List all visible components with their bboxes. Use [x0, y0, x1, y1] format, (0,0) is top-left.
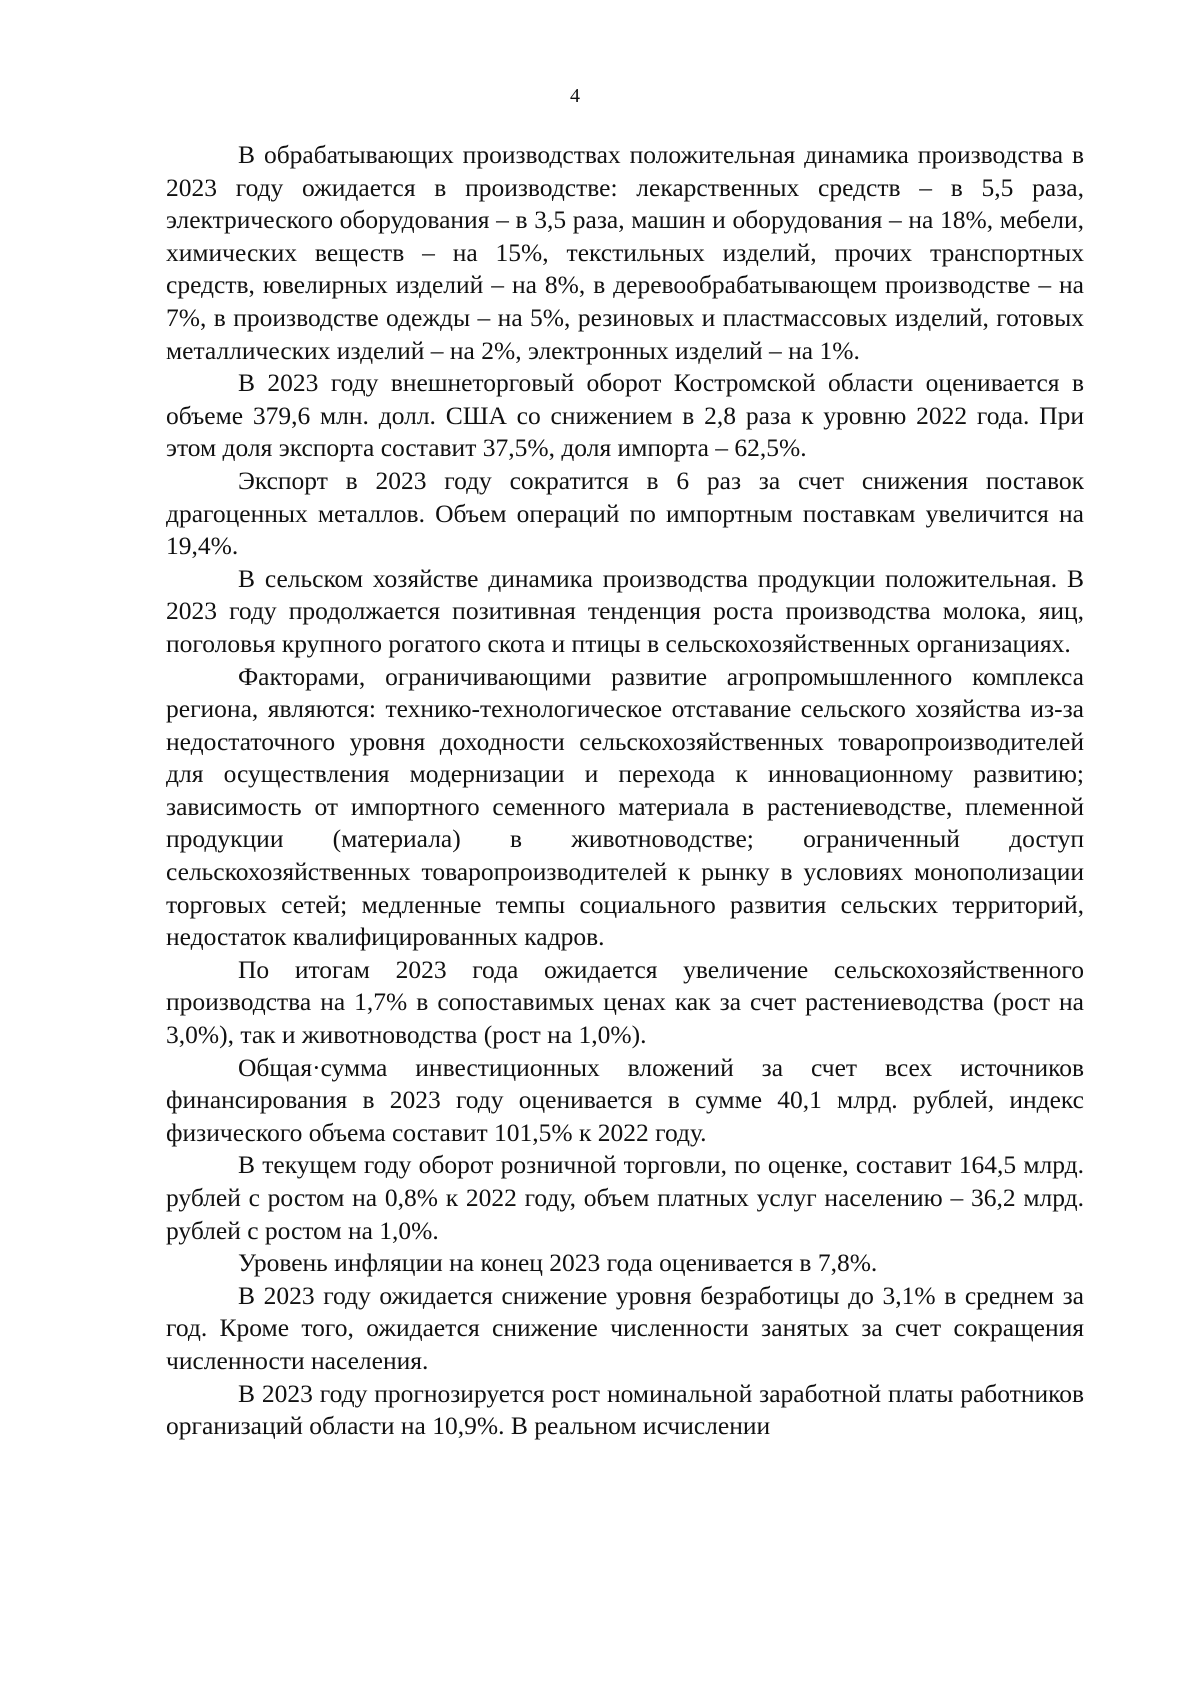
- paragraph-agro-results: По итогам 2023 года ожидается увеличение сельскохозяйственного производства на 1,7% в сопоставимых ценах как за счет растениеводства (рост на 3,0%), так и животноводства (рост на 1,0%).: [166, 954, 1084, 1050]
- paragraph-investments: Общая·сумма инвестиционных вложений за счет всех источников финансирования в 2023 году оценивается в сумме 40,1 млрд. рублей, индекс физического объема составит 101,5% к 2022 году.: [166, 1052, 1084, 1147]
- paragraph-manufacturing: В обрабатывающих производствах положительная динамика производства в 2023 году ожидается в производстве: лекарственных средств – в 5,5 раза, электрического оборудования – в 3,5 раза, машин и оборудования – на 18%, мебели, химических веществ – на 15%, текстильных изделий, прочих транспортных средств, ювелирных изделий – на 8%, в деревообрабатывающем производстве – на 7%, в производстве одежды – на 5%, резиновых и пластмассовых изделий, готовых металлических изделий – на 2%, электронных изделий – на 1%.: [166, 140, 1084, 365]
- paragraph-export: Экспорт в 2023 году сократится в 6 раз за счет снижения поставок драгоценных металлов. Объем операций по импортным поставкам увеличится на 19,4%.: [166, 465, 1084, 561]
- paragraph-retail: В текущем году оборот розничной торговли, по оценке, составит 164,5 млрд. рублей с ростом на 0,8% к 2022 году, объем платных услуг населению – 36,2 млрд. рублей с ростом на 1,0%.: [166, 1150, 1084, 1245]
- paragraph-inflation: Уровень инфляции на конец 2023 года оценивается в 7,8%.: [238, 1248, 878, 1278]
- paragraph-agriculture: В сельском хозяйстве динамика производства продукции положительная. В 2023 году продолжается позитивная тенденция роста производства молока, яиц, поголовья крупного рогатого скота и птицы в сельскохозяйственных организациях.: [166, 563, 1084, 658]
- paragraph-agro-factors: Факторами, ограничивающими развитие агропромышленного комплекса региона, являются: технико-технологическое отставание сельского хозяйства из-за недостаточного уровня доходности сельскохозяйственных товаропроизводителей для осуществления модернизации и перехода к инновационному развитию; зависимость от импортного семенного материала в растениеводстве, племенной продукции (материала) в животноводстве; ограниченный доступ сельскохозяйственных товаропроизводителей к рынку в условиях монополизации торговых сетей; медленные темпы социального развития сельских территорий, недостаток квалифицированных кадров.: [166, 661, 1084, 952]
- paragraph-unemployment: В 2023 году ожидается снижение уровня безработицы до 3,1% в среднем за год. Кроме того, ожидается снижение численности занятых за счет сокращения численности населения.: [166, 1280, 1084, 1375]
- body-text: [166, 139, 1084, 1443]
- paragraph-wages: В 2023 году прогнозируется рост номинальной заработной платы работников организаций области на 10,9%. В реальном исчислении: [166, 1378, 1084, 1441]
- paragraph-foreign-trade: В 2023 году внешнеторговый оборот Костромской области оценивается в объеме 379,6 млн. долл. США со снижением в 2,8 раза к уровню 2022 года. При этом доля экспорта составит 37,5%, доля импорта – 62,5%.: [166, 368, 1084, 463]
- page-number: 4: [570, 85, 580, 107]
